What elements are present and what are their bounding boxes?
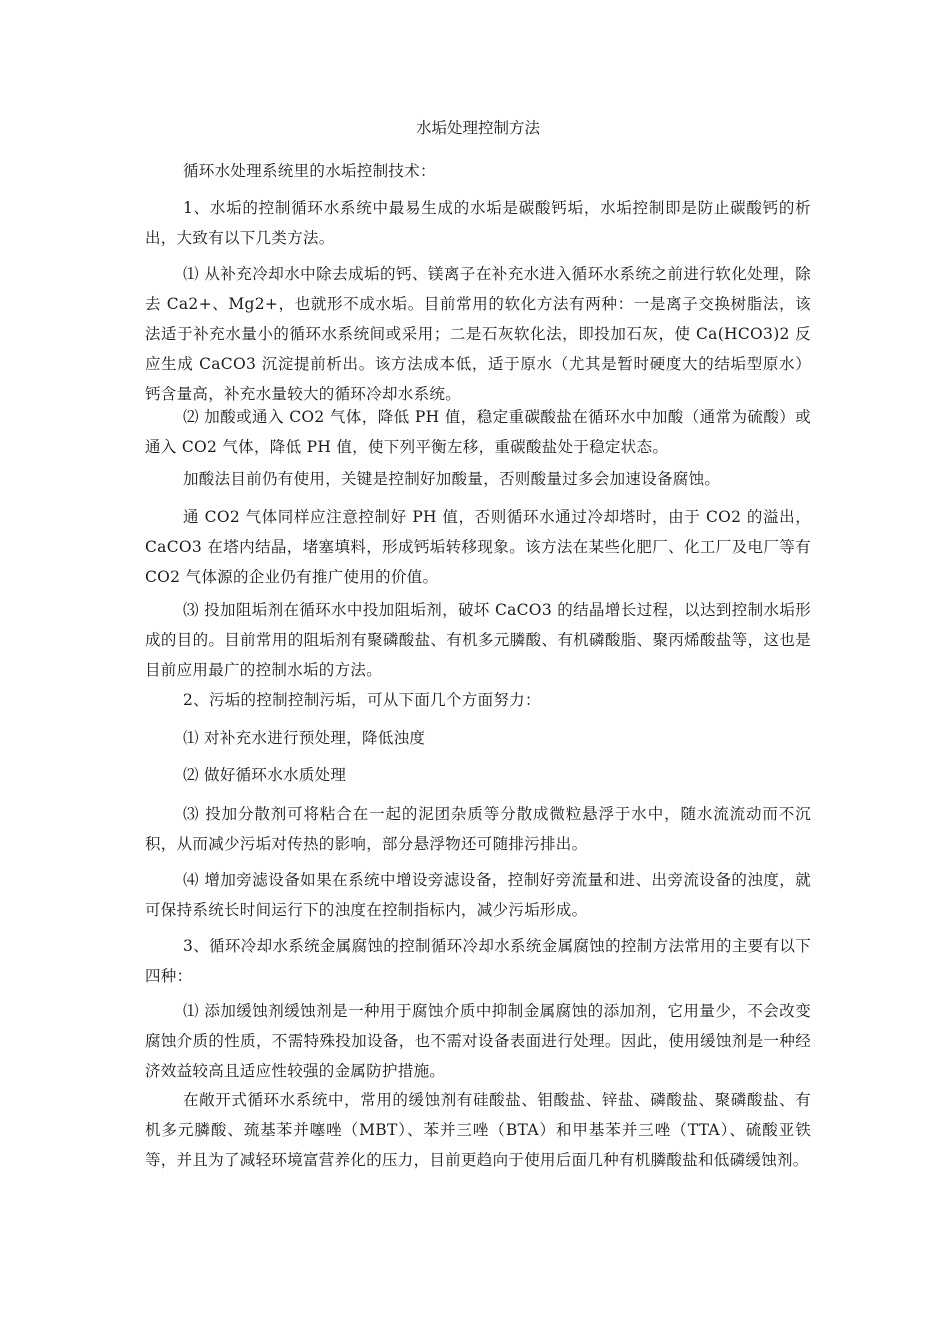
document-page <box>145 0 811 1344</box>
paragraph-open-system: 在敞开式循环水系统中，常用的缓蚀剂有硅酸盐、钼酸盐、锌盐、磷酸盐、聚磷酸盐、有机多元膦酸、巯基苯并噻唑（MBT）、苯并三唑（BTA）和甲基苯并三唑（TTA）、硫酸亚铁等，并且为了减轻环境富营养化的压力，目前更趋向于使用后面几种有机膦酸盐和低磷缓蚀剂。 <box>145 1091 811 1169</box>
paragraph-fouling-control: 2、污垢的控制控制污垢，可从下面几个方面努力： <box>183 691 541 709</box>
paragraph-acid-method: 加酸法目前仍有使用，关键是控制好加酸量，否则酸量过多会加速设备腐蚀。 <box>183 470 721 488</box>
paragraph-side-filter: ⑷ 增加旁滤设备如果在系统中增设旁滤设备，控制好旁流量和进、出旁流设备的浊度，就可保持系统长时间运行下的浊度在控制指标内，减少污垢形成。 <box>145 871 811 919</box>
paragraph-softening: ⑴ 从补充冷却水中除去成垢的钙、镁离子在补充水进入循环水系统之前进行软化处理，除去 Ca2+、Mg2+，也就形不成水垢。目前常用的软化方法有两种：一是离子交换树脂法，该法适于补充水量小的循环水系统间或采用；二是石灰软化法，即投加石灰，使 Ca(HCO3)2 反应生成 CaCO3 沉淀提前析出。该方法成本低，适于原水（尤其是暂时硬度大的结垢型原水）钙含量高，补充水量较大的循环冷却水系统。 <box>145 265 811 403</box>
paragraph-acid-co2: ⑵ 加酸或通入 CO2 气体，降低 PH 值，稳定重碳酸盐在循环水中加酸（通常为硫酸）或通入 CO2 气体，降低 PH 值，使下列平衡左移，重碳酸盐处于稳定状态。 <box>145 408 811 456</box>
paragraph-dispersant: ⑶ 投加分散剂可将粘合在一起的泥团杂质等分散成微粒悬浮于水中，随水流流动而不沉积，从而减少污垢对传热的影响，部分悬浮物还可随排污排出。 <box>145 805 811 853</box>
paragraph-scale-control: 1、水垢的控制循环水系统中最易生成的水垢是碳酸钙垢，水垢控制即是防止碳酸钙的析出，大致有以下几类方法。 <box>145 199 811 247</box>
paragraph-corrosion-inhibitor: ⑴ 添加缓蚀剂缓蚀剂是一种用于腐蚀介质中抑制金属腐蚀的添加剂，它用量少，不会改变腐蚀介质的性质，不需特殊投加设备，也不需对设备表面进行处理。因此，使用缓蚀剂是一种经济效益较高且适应性较强的金属防护措施。 <box>145 1002 811 1080</box>
document-title: 水垢处理控制方法 <box>415 119 540 137</box>
paragraph-pretreatment: ⑴ 对补充水进行预处理，降低浊度 <box>183 729 426 747</box>
paragraph-corrosion-control: 3、循环冷却水系统金属腐蚀的控制循环冷却水系统金属腐蚀的控制方法常用的主要有以下四种： <box>145 937 811 985</box>
paragraph-water-quality: ⑵ 做好循环水水质处理 <box>183 766 347 784</box>
paragraph-scale-inhibitor: ⑶ 投加阻垢剂在循环水中投加阻垢剂，破坏 CaCO3 的结晶增长过程，以达到控制水垢形成的目的。目前常用的阻垢剂有聚磷酸盐、有机多元膦酸、有机磷酸脂、聚丙烯酸盐等，这也是目前应用最广的控制水垢的方法。 <box>145 601 811 679</box>
paragraph-co2-method: 通 CO2 气体同样应注意控制好 PH 值，否则循环水通过冷却塔时，由于 CO2 的溢出，CaCO3 在塔内结晶，堵塞填料，形成钙垢转移现象。该方法在某些化肥厂、化工厂及电厂等有 CO2 气体源的企业仍有推广使用的价值。 <box>145 508 811 586</box>
paragraph-intro: 循环水处理系统里的水垢控制技术： <box>183 162 436 180</box>
